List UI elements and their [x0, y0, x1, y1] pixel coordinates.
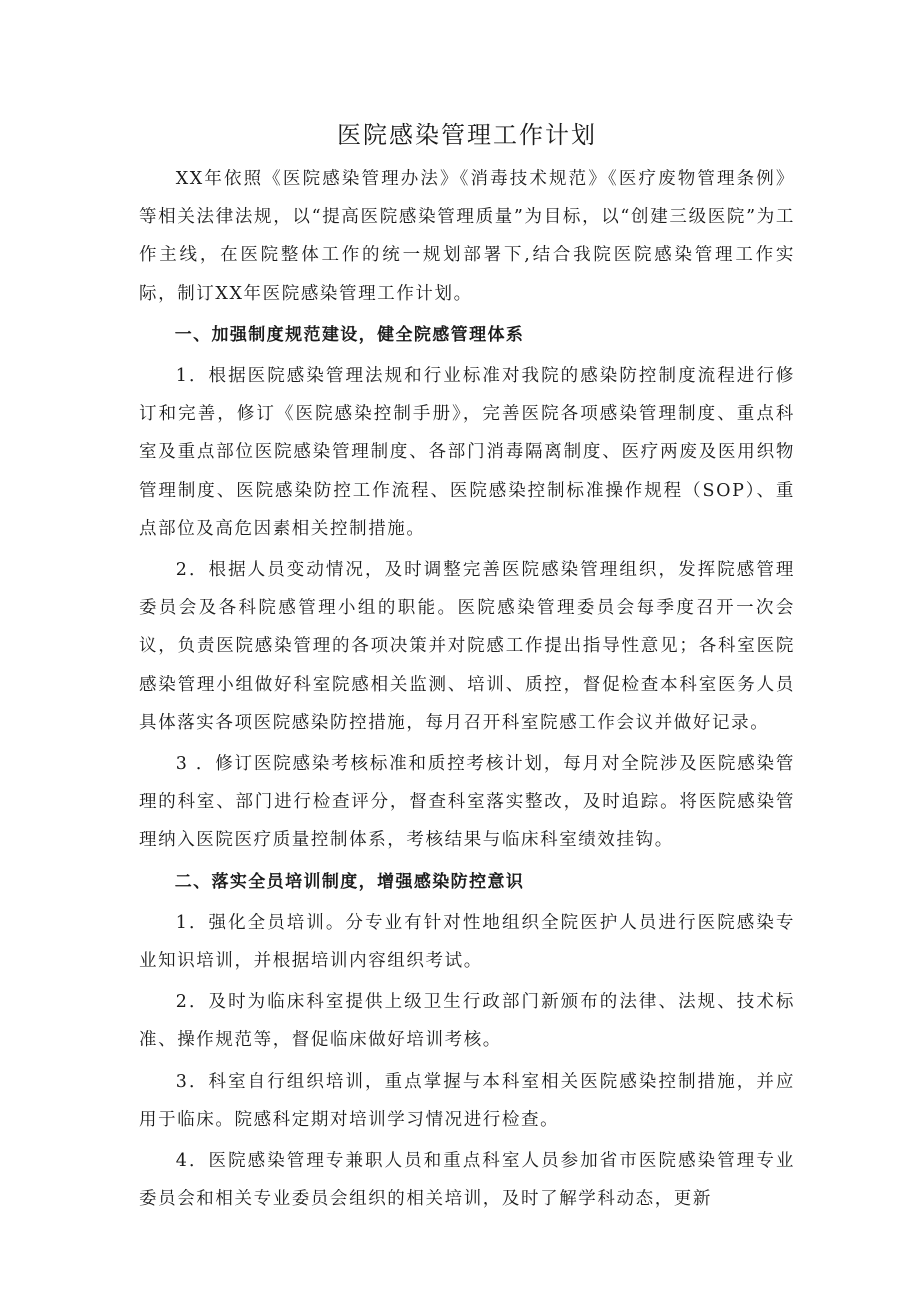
section-heading-1: 一、加强制度规范建设，健全院感管理体系 — [174, 324, 525, 345]
section2-item-3: 3．科室自行组织培训，重点掌握与本科室相关医院感染控制措施，并应用于临床。院感科定期对培训学习情况进行检查。 — [139, 1071, 795, 1130]
document-title: 医院感染管理工作计划 — [337, 121, 597, 149]
intro-paragraph: XX年依照《医院感染管理办法》《消毒技术规范》《医疗废物管理条例》等相关法律法规，以“提高医院感染管理质量”为目标，以“创建三级医院”为工作主线，在医院整体工作的统一规划部署下,结合我院医院感染管理工作实际，制订XX年医院感染管理工作计划。 — [139, 169, 795, 304]
section2-item-2: 2．及时为临床科室提供上级卫生行政部门新颁布的法律、法规、技术标准、操作规范等，督促临床做好培训考核。 — [139, 992, 795, 1051]
section1-item-1: 1．根据医院感染管理法规和行业标准对我院的感染防控制度流程进行修订和完善，修订《医院感染控制手册》，完善医院各项感染管理制度、重点科室及重点部位医院感染管理制度、各部门消毒隔离制度、医疗两废及医用织物管理制度、医院感染防控工作流程、医院感染控制标准操作规程（SOP）、重点部位及高危因素相关控制措施。 — [139, 366, 795, 539]
section2-item-1: 1．强化全员培训。分专业有针对性地组织全院医护人员进行医院感染专业知识培训，并根据培训内容组织考试。 — [139, 912, 795, 972]
section1-item-2: 2．根据人员变动情况，及时调整完善医院感染管理组织，发挥院感管理委员会及各科院感管理小组的职能。医院感染管理委员会每季度召开一次会议，负责医院感染管理的各项决策并对院感工作提出指导性意见；各科室医院感染管理小组做好科室院感相关监测、培训、质控，督促检查本科室医务人员具体落实各项医院感染防控措施，每月召开科室院感工作会议并做好记录。 — [139, 560, 795, 733]
document-body — [139, 110, 795, 1218]
section1-item-3: 3 ．修订医院感染考核标准和质控考核计划，每月对全院涉及医院感染管理的科室、部门进行检查评分，督查科室落实整改，及时追踪。将医院感染管理纳入医院医疗质量控制体系，考核结果与临床科室绩效挂钩。 — [139, 754, 795, 851]
section2-item-4: 4．医院感染管理专兼职人员和重点科室人员参加省市医院感染管理专业委员会和相关专业委员会组织的相关培训，及时了解学科动态，更新 — [139, 1151, 795, 1210]
section-heading-2: 二、落实全员培训制度，增强感染防控意识 — [174, 871, 525, 892]
